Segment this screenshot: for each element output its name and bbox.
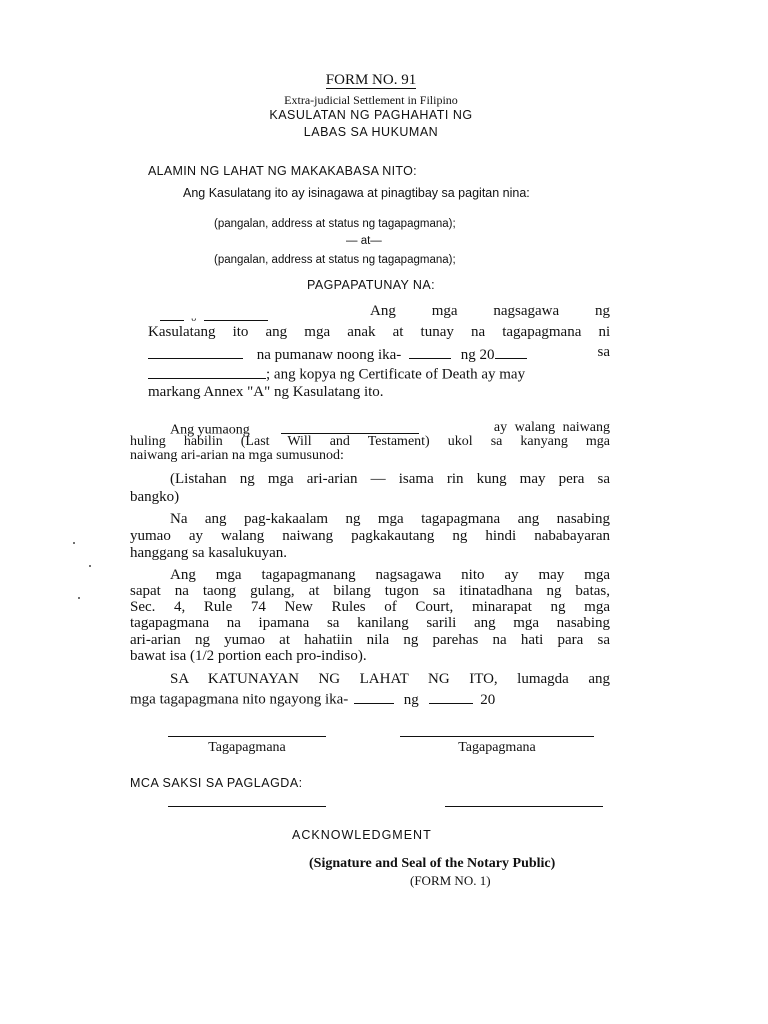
p4-line2: yumao ay walang naiwang pagkakautang ng hindi nababayaran: [130, 528, 610, 544]
blank-decedent-name-2: [281, 420, 419, 434]
blank-year: [495, 344, 527, 359]
witnesses-label: MCA SAKSI SA PAGLAGDA:: [130, 776, 303, 790]
p5-line2: sapat na taong gulang, at bilang tugon sa itinatadhana ng batas,: [130, 583, 610, 599]
party-connector: — at—: [346, 235, 382, 247]
blank-separator: ᴗ: [191, 312, 197, 324]
p1-blank-group: [160, 306, 268, 326]
blank-signing-month: [429, 689, 473, 704]
witness-signature-line-right: [445, 806, 603, 807]
blank-field-2: [204, 306, 268, 321]
document-title-line2: LABAS SA HUKUMAN: [303, 125, 439, 139]
p3-line1: (Listahan ng mga ari-arian — isama rin kung may pera sa: [170, 471, 610, 487]
acknowledgment-title: ACKNOWLEDGMENT: [292, 828, 432, 842]
heir-label-right: Tagapagmana: [458, 740, 536, 755]
p4-line3: hanggang sa kasalukuyan.: [130, 545, 288, 561]
p1-line3: na pumanaw noong ika- ng 20 sa: [148, 344, 610, 364]
blank-place: [148, 364, 266, 379]
party-2-placeholder: (pangalan, address at status ng tagapagmana);: [214, 254, 456, 266]
p1-line4: ; ang kopya ng Certificate of Death ay may: [148, 364, 525, 384]
margin-speck: [73, 542, 75, 544]
p5-line5: ari-arian ng yumao at hahatiin nila ng parehas na hati para sa: [130, 632, 610, 648]
form-subtitle: Extra-judicial Settlement in Filipino: [284, 93, 458, 107]
p6-line2: mga tagapagmana nito ngayong ika- ng 20: [130, 689, 495, 709]
blank-decedent-name: [148, 344, 243, 359]
p3-line2: bangko): [130, 489, 180, 505]
p4-line1: Na ang pag-kakaalam ng mga tagapagmana ang nasabing: [170, 511, 610, 527]
p5-line6: bawat isa (1/2 portion each pro-indiso).: [130, 648, 367, 664]
p1-line1: Ang mga nagsagawa ng: [370, 303, 611, 319]
blank-day: [409, 344, 451, 359]
p2-line1: Ang yumaong ay walang naiwang: [170, 420, 610, 438]
witnesseth-heading: PAGPAPATUNAY NA:: [307, 278, 435, 292]
p6-line1: SA KATUNAYAN NG LAHAT NG ITO, lumagda ang: [170, 671, 610, 687]
notary-signature-note: (Signature and Seal of the Notary Public): [309, 856, 556, 871]
heir-signature-line-left: [168, 736, 326, 737]
margin-speck: [78, 597, 80, 599]
heir-signature-line-right: [400, 736, 594, 737]
witness-signature-line-left: [168, 806, 326, 807]
p5-line1: Ang mga tagapagmanang nagsagawa nito ay may mga: [170, 567, 610, 583]
party-1-placeholder: (pangalan, address at status ng tagapagmana);: [214, 218, 456, 230]
p1-line5: markang Annex "A" ng Kasulatang ito.: [148, 384, 384, 400]
blank-signing-day: [354, 689, 394, 704]
document-title-line1: KASULATAN NG PAGHAHATI NG: [269, 108, 473, 122]
p5-line3: Sec. 4, Rule 74 New Rules of Court, minarapat ng mga: [130, 599, 610, 615]
salutation: ALAMIN NG LAHAT NG MAKAKABASA NITO:: [148, 164, 417, 178]
form-number: [0, 72, 742, 89]
p5-line4: tagapagmana na ipamana sa kanilang sarili ang mga nasabing: [130, 615, 610, 631]
p1-line2: Kasulatang ito ang mga anak at tunay na tagapagmana ni: [148, 324, 611, 340]
p2-line2: huling habilin (Last Will and Testament) ukol sa kanyang mga: [130, 434, 610, 449]
executed-between: Ang Kasulatang ito ay isinagawa at pinagtibay sa pagitan nina:: [183, 186, 530, 200]
margin-speck: [89, 565, 91, 567]
form-number-text: FORM NO. 91: [325, 72, 417, 88]
heir-label-left: Tagapagmana: [208, 740, 286, 755]
blank-field-1: [160, 306, 184, 321]
form-reference: (FORM NO. 1): [410, 873, 491, 888]
p2-line3: naiwang ari-arian na mga sumusunod:: [130, 448, 344, 463]
